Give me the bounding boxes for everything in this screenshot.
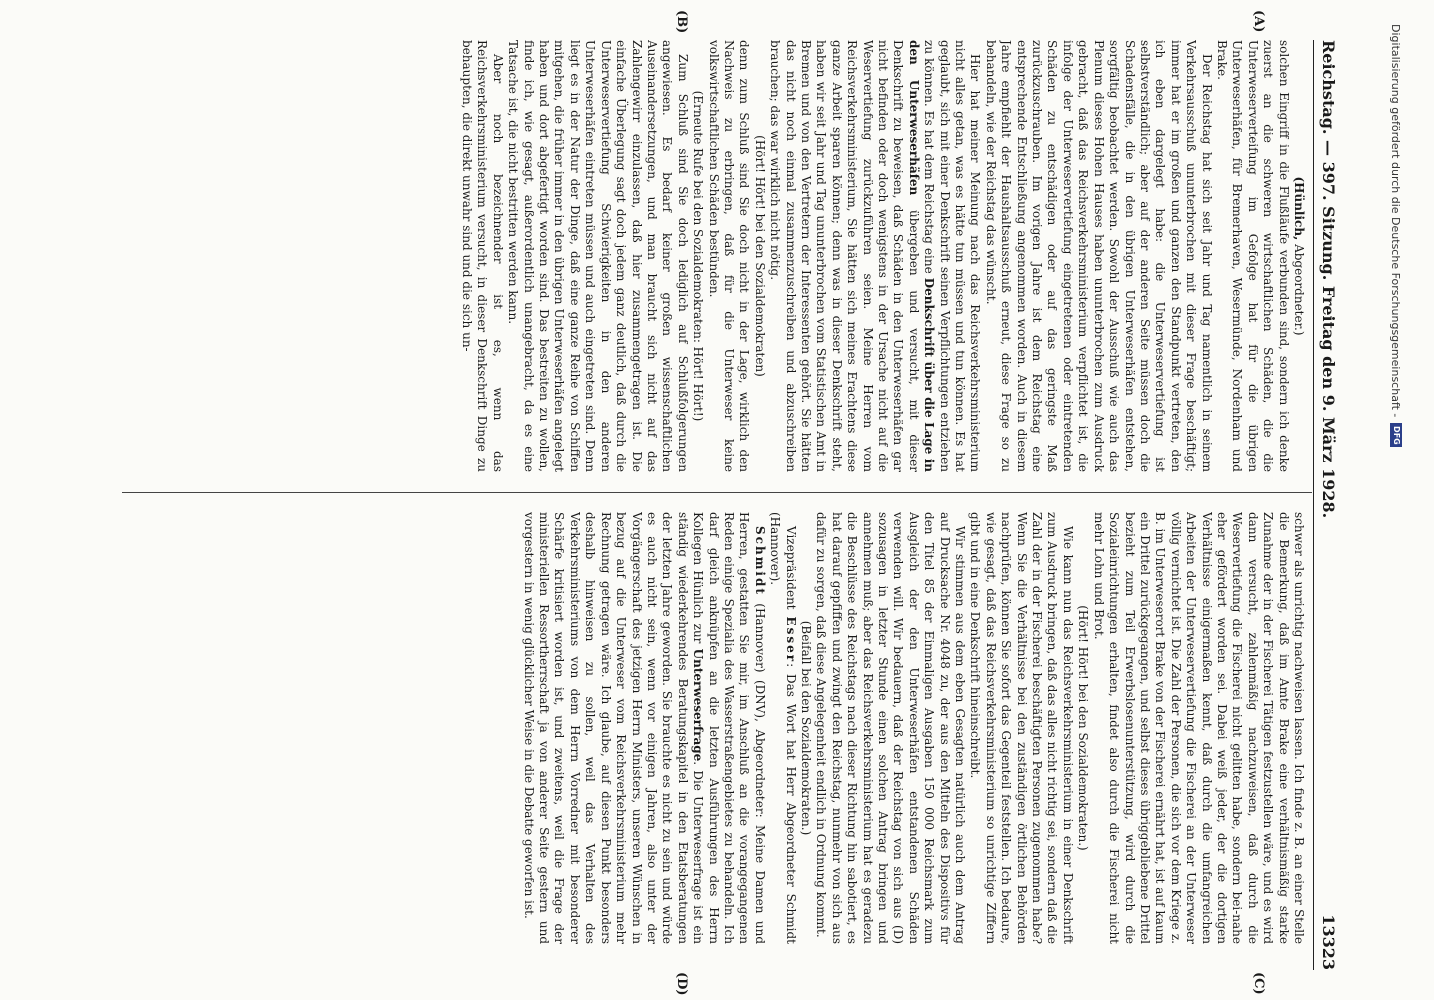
margin-marker-b: (B) (674, 10, 689, 34)
paragraph: Aber noch bezeichnender ist es, wenn das Reichsverkehrsministerium versucht, in dieser Denkschrift Dinge zu behaupten, die direkt unwahr sind und die sich un- (460, 40, 505, 472)
page-header (1313, 40, 1342, 970)
text-run: . Die Unterweserfrage ist ein ständig wiederkehrendes Beratungskapitel in den Etatsberatungen der letzten Jahre geworden. Sie brauchte es nicht zu sein und würde es auch nicht sein, wenn vor einigen Jahren, also unter der Vorgängerschaft des jetzigen Herrn Ministers, unseren Wünschen in bezug auf die Unterweser vom Reichsverkehrsministerium mehr Rechnung getragen wäre. Ich glaube, auf diesen Punkt besonders deshalb hinweisen zu sollen, weil das Verhalten des Verkehrsministeriums von dem Herrn Vorredner mit besonderer Schärfe kritisiert worden ist, und zweitens, weil die Frage der ministeriellen Ressortherrschaft ja von anderer Seite gestern und vorgestern in wenig glücklicher Weise in die Debatte geworfen ist. (521, 512, 706, 944)
paragraph (767, 40, 983, 472)
speaker-role: Abgeordneter.) (1292, 244, 1306, 336)
interjection: (Beifall bei den Sozialdemokraten.) (799, 620, 813, 836)
text-run: Vizepräsident (783, 526, 798, 617)
speaker-name: Schmidt (752, 526, 767, 596)
left-column (116, 40, 1306, 472)
paragraph: Wir stimmen aus dem eben Gesagten natürlich auch dem Antrag auf Drucksache Nr. 4048 zu, der aus den Mitteln des Dispositivs für den Titel 85 der Einmaligen Ausgaben 150 000 Reichsmark zum Ausgleich der den Unterweserhäfen entstandenen Schäden verwenden will. Wir bedauern, daß der Reichstag von sich aus (D) sozusagen in letzter Stunde einen solchen Antrag bringen und annehmen muß; aber das Reichsverkehrsministerium hat es geradezu die Beschlüsse des Reichstags nach dieser Richtung hin sabotiert, es hat darauf gepfiffen und zwingt den Reichstag, nunmehr von sich aus dafür zu sorgen, daß diese Angelegenheit endlich in Ordnung kommt. (814, 512, 968, 944)
margin-marker-a: (A) (1251, 10, 1266, 33)
digitization-credit (1388, 24, 1404, 984)
credit-text: Digitalisierung gefördert durch die Deutsche Forschungsgemeinschaft - (1389, 24, 1403, 418)
text-run: (Hannover) (DNV), Abgeordneter: Meine Damen und Herren, gestatten Sie mir, im Anschluß an die vorangegangenen Reden einige Spezialia des Wasserstraßengebietes zu behandeln. Ich darf gleich anknüpfen an die letzten Ausführungen des Herrn Kollegen Hünlich zur (691, 512, 767, 944)
paragraph: Der Reichstag hat sich seit Jahr und Tag namentlich in seinem Verkehrsausschuß ununterbrochen mit dieser Frage beschäftigt; immer hat er im großen und ganzen den Standpunkt vertreten, den ich eben dargelegt habe: die Unterweservertiefung ist selbstverständlich; aber auf der anderen Seite müssen doch die Schadensfälle, die in den übrigen Unterweserhäfen entstehen, sorgfältig beobachtet werden. Sowohl der Ausschuß wie auch das Plenum dieses Hohen Hauses haben ununterbrochen zum Ausdruck gebracht, daß das Reichsverkehrsministerium verpflichtet ist, die infolge der Unterweservertiefung eingetretenen oder eintretenden Schäden zu entschädigen oder auf das geringste Maß zurückzuschrauben. Im vorigen Jahre ist dem Reichstag eine entsprechende Entschließung angenommen worden. Auch in diesem Jahre empfiehlt der Haushaltsausschuß erneut, diese Frage so zu behandeln, wie der Reichstag das wünscht. (983, 40, 1214, 472)
interjection: (Hört! Hört! bei den Sozialdemokraten.) (1076, 605, 1091, 851)
page-number: 13323 (1319, 914, 1338, 970)
emphasis-denkschrift: Denkschrift über die Lage in den Unterweserhäfen (906, 40, 937, 472)
emphasis-unterweserfrage: Unterweserfrage (691, 648, 706, 762)
paragraph (767, 512, 798, 944)
text-run: : Das Wort hat Herr Abgeordneter Schmidt (Hannover). (768, 512, 798, 944)
paragraph: Zum Schluß sind Sie doch lediglich auf Schlußfolgerungen angewiesen. Es bedarf keiner großen wissenschaftlichen Auseinandersetzungen, und man braucht sich nicht auf das Zahlengewirr einzulassen, daß hier zusammengetragen ist. Die einfache Überlegung sagt doch jedem ganz deutlich, daß durch die Unterweservertiefung Schwierigkeiten in den anderen Unterweserhäfen eintreten müssen und auch eingetreten sind. Denn liegt es in der Natur der Dinge, daß eine ganze Reihe von Schiffen mitgehen, die früher immer in den übrigen Unterweserhäfen angelegt haben und dort abgefertigt worden sind. Das bestreiten zu wollen, finde ich, wie gesagt, außerordentlich unangebracht, da es eine Tatsache ist, die nicht bestritten werden kann. (506, 40, 690, 472)
header-title: Reichstag. — 397. Sitzung. Freitag den 9. März 1928. (1319, 40, 1338, 519)
paragraph: solchen Eingriff in die Flußläufe verbunden sind, sondern ich denke zuerst an die schweren wirtschaftlichen Schäden, die die Unterweserverteifung im Gefolge hat für die übrigen Unterweserhäfen, für Bremerhaven, Wesermünde, Nordenham und Brake. (1214, 40, 1291, 472)
margin-marker-d: (D) (674, 972, 689, 996)
interjection: (Erneute Rufe bei den Sozialdemokraten: Hört! Hört!) (691, 90, 706, 422)
speaker-line (1291, 40, 1306, 472)
paragraph: schwer als unrichtig nachweisen lassen. Ich finde z. B. an einer Stelle die Bemerkung, daß im Amte Brake eine verhältnismäßig starke Zunahme der in der Fischerei Tätigen festzustellen wäre, und es wird dann versucht, zahlenmäßig nachzuweisen, daß durch die Weservertiefung die Fischerei nicht gelitten habe, sondern bei-nahe eher gefördert worden sei. Dabei weiß jeder, der die dortigen Verhältnisse einigermaßen kennt, daß durch die umfangreichen Arbeiten der Unterweservertiefung die Fischerei an der Unterweser völlig vernichtet ist. Die Zahl der Personen, die sich vor dem Kriege z. B. im Unterweserort Brake von der Fischerei ernährt hat, ist auf kaum ein Drittel zurückgegangen, und selbst dieses übriggebliebene Drittel bezieht zum Teil Erwerbslosenunterstützung, wird durch die Sozialeinrichtungen erhalten, findet also durch die Fischerei nicht mehr Lohn und Brot. (1091, 512, 1306, 944)
margin-marker-c: (C) (1251, 972, 1266, 995)
paragraph (520, 512, 767, 944)
paragraph: denn zum Schluß sind Sie doch nicht in der Lage, wirklich den Nachweis zu erbringen, daß für die Unterweser keine volkswirtschaftlichen Schäden bestünden. (706, 40, 752, 472)
right-column (116, 512, 1306, 944)
chair-name: Esser (783, 616, 798, 664)
column-divider (122, 492, 1312, 493)
speaker-name: (Hünlich, (1292, 176, 1306, 241)
interjection: (Hört! Hört! bei den Sozialdemokraten) (752, 135, 767, 377)
text-run: übergeben und versucht, mit dieser Denkschrift zu beweisen, daß Schäden in den Unterweserhäfen gar nicht befinden oder doch wenigstens in der Ursache nicht auf die Weservertiefung zurückzuführen seien. Meine Herren vom Reichsverkehrsministerium, Sie hätten sich meines Erachtens diese ganze Arbeit sparen können; denn was in dieser Denkschrift steht, haben wir seit Jahr und Tag ununterbrochen vom Statistischen Amt in Bremen und von den Vertretern der Interessenten gehört. Sie hätten das nicht noch einmal zusammenzuschreiben und abzuschreiben brauchen; das war wirklich nicht nötig. (768, 40, 921, 472)
dfg-logo-icon: DFG (1390, 423, 1402, 447)
paragraph: Wie kann nun das Reichsverkehrsministerium in einer Denkschrift zum Ausdruck bringen, daß das alles nicht richtig sei, sondern daß die Zahl der in der Fischerei beschäftigten Personen zugenommen habe? Wenn Sie die Verhältnisse bei den zuständigen örtlichen Behörden nachprüfen, können Sie sofort das Gegenteil feststellen. Ich bedaure, wie gesagt, daß das Reichsverkehrsministerium so unrichtige Ziffern gibt und in eine Denkschrift hineinschreibt. (968, 512, 1075, 944)
text-run: Hier hat meiner Meinung nach das Reichsverkehrsministerium nicht alles getan, was es hätte tun müssen und tun können. Es hat geglaubt, sich mit einer Denkschrift seinen Verpflichtungen entziehen zu können. Es hat dem Reichstag eine (922, 40, 983, 472)
